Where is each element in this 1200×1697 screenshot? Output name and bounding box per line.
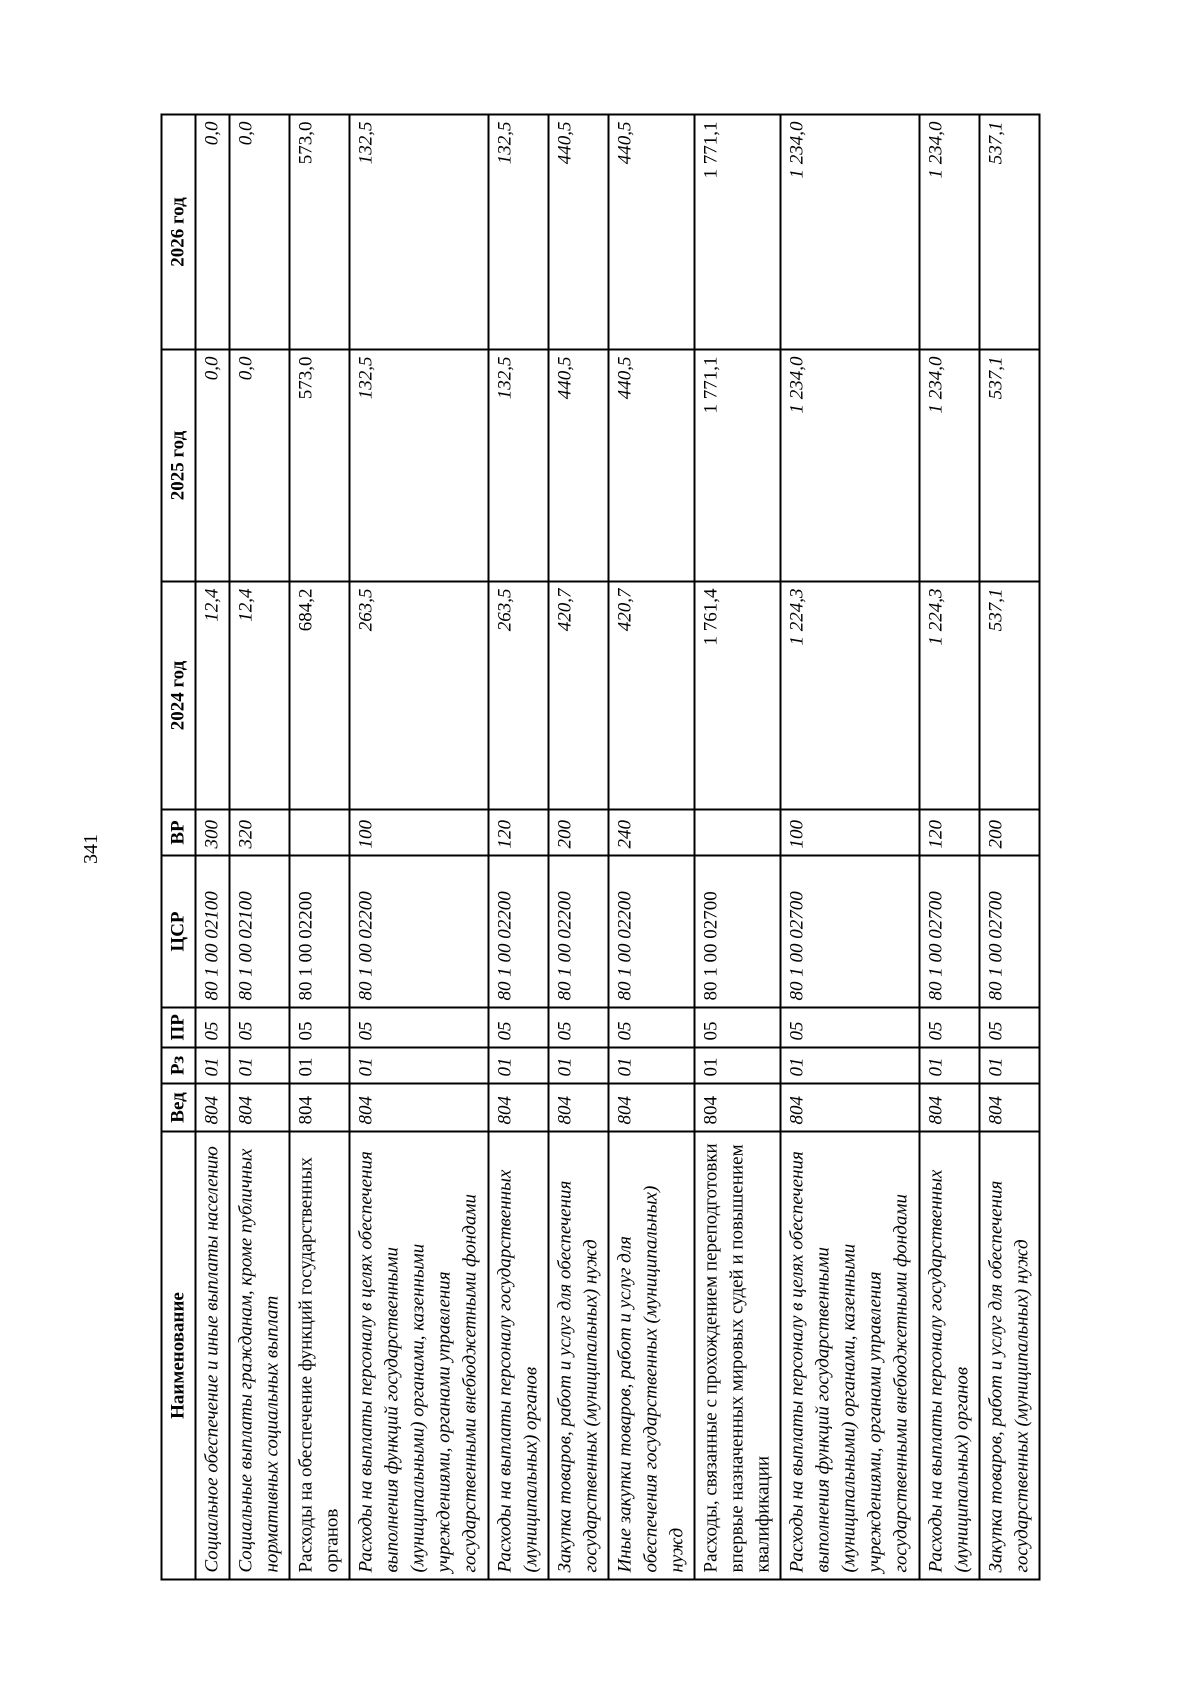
cell-ved: 804 bbox=[349, 1084, 487, 1132]
cell-rz: 01 bbox=[229, 1048, 289, 1084]
cell-vr: 200 bbox=[979, 810, 1039, 856]
cell-csr: 80 1 00 02700 bbox=[919, 856, 979, 1008]
cell-csr: 80 1 00 02200 bbox=[548, 856, 608, 1008]
header-csr: ЦСР bbox=[161, 856, 195, 1008]
cell-2026: 132,5 bbox=[349, 115, 487, 350]
cell-2024: 12,4 bbox=[195, 582, 229, 810]
cell-2026: 0,0 bbox=[229, 115, 289, 350]
header-2025: 2025 год bbox=[161, 350, 195, 582]
cell-name: Иные закупки товаров, работ и услуг для обеспечения государственных (муниципальных) нужд bbox=[608, 1132, 694, 1580]
table-row bbox=[694, 115, 780, 1580]
cell-2026: 573,0 bbox=[289, 115, 349, 350]
cell-csr: 80 1 00 02700 bbox=[780, 856, 918, 1008]
cell-2024: 1 761,4 bbox=[694, 582, 780, 810]
table-row bbox=[488, 115, 548, 1580]
cell-2025: 1 234,0 bbox=[780, 350, 918, 582]
table-row bbox=[548, 115, 608, 1580]
cell-name: Расходы на выплаты персоналу в целях обеспечения выполнения функций государственными (муниципальными) органами, казенными учреждениями, органами управления государственными внебюджетными фондами bbox=[780, 1132, 918, 1580]
cell-ved: 804 bbox=[195, 1084, 229, 1132]
cell-2025: 1 234,0 bbox=[919, 350, 979, 582]
cell-vr: 120 bbox=[488, 810, 548, 856]
cell-name: Расходы на обеспечение функций государственных органов bbox=[289, 1132, 349, 1580]
cell-ved: 804 bbox=[488, 1084, 548, 1132]
cell-name: Расходы на выплаты персоналу государственных (муниципальных) органов bbox=[488, 1132, 548, 1580]
cell-rz: 01 bbox=[195, 1048, 229, 1084]
cell-ved: 804 bbox=[979, 1084, 1039, 1132]
cell-csr: 80 1 00 02100 bbox=[195, 856, 229, 1008]
cell-pr: 05 bbox=[229, 1008, 289, 1048]
cell-2024: 537,1 bbox=[979, 582, 1039, 810]
cell-rz: 01 bbox=[488, 1048, 548, 1084]
page-number: 341 bbox=[80, 834, 102, 864]
cell-2025: 132,5 bbox=[488, 350, 548, 582]
budget-table-rotated bbox=[160, 116, 1040, 1581]
table-row bbox=[979, 115, 1039, 1580]
cell-csr: 80 1 00 02700 bbox=[979, 856, 1039, 1008]
cell-vr: 200 bbox=[548, 810, 608, 856]
table-row bbox=[780, 115, 918, 1580]
cell-csr: 80 1 00 02200 bbox=[349, 856, 487, 1008]
table-row bbox=[289, 115, 349, 1580]
cell-2024: 12,4 bbox=[229, 582, 289, 810]
cell-name: Расходы на выплаты персоналу государственных (муниципальных) органов bbox=[919, 1132, 979, 1580]
cell-name: Расходы, связанные с прохождением переподготовки впервые назначенных мировых судей и повышением квалификации bbox=[694, 1132, 780, 1580]
cell-rz: 01 bbox=[919, 1048, 979, 1084]
cell-rz: 01 bbox=[548, 1048, 608, 1084]
table-header-row bbox=[161, 115, 195, 1580]
cell-pr: 05 bbox=[289, 1008, 349, 1048]
cell-2026: 1 234,0 bbox=[919, 115, 979, 350]
cell-pr: 05 bbox=[979, 1008, 1039, 1048]
cell-pr: 05 bbox=[694, 1008, 780, 1048]
cell-2026: 1 234,0 bbox=[780, 115, 918, 350]
cell-vr: 320 bbox=[229, 810, 289, 856]
table-row bbox=[195, 115, 229, 1580]
cell-ved: 804 bbox=[289, 1084, 349, 1132]
cell-name: Расходы на выплаты персоналу в целях обеспечения выполнения функций государственными (муниципальными) органами, казенными учреждениями, органами управления государственными внебюджетными фондами bbox=[349, 1132, 487, 1580]
cell-2024: 263,5 bbox=[488, 582, 548, 810]
budget-table bbox=[160, 114, 1040, 1581]
header-rz: Рз bbox=[161, 1048, 195, 1084]
table-row bbox=[608, 115, 694, 1580]
cell-pr: 05 bbox=[349, 1008, 487, 1048]
cell-2025: 0,0 bbox=[229, 350, 289, 582]
cell-2026: 537,1 bbox=[979, 115, 1039, 350]
cell-pr: 05 bbox=[488, 1008, 548, 1048]
header-ved: Вед bbox=[161, 1084, 195, 1132]
cell-2025: 1 771,1 bbox=[694, 350, 780, 582]
table-row bbox=[229, 115, 289, 1580]
cell-2025: 440,5 bbox=[608, 350, 694, 582]
cell-vr: 100 bbox=[780, 810, 918, 856]
cell-2026: 1 771,1 bbox=[694, 115, 780, 350]
cell-rz: 01 bbox=[780, 1048, 918, 1084]
cell-pr: 05 bbox=[780, 1008, 918, 1048]
cell-name: Закупка товаров, работ и услуг для обеспечения государственных (муниципальных) нужд bbox=[979, 1132, 1039, 1580]
cell-ved: 804 bbox=[694, 1084, 780, 1132]
cell-2026: 440,5 bbox=[548, 115, 608, 350]
cell-vr: 100 bbox=[349, 810, 487, 856]
table-body bbox=[195, 115, 1039, 1580]
cell-csr: 80 1 00 02200 bbox=[488, 856, 548, 1008]
cell-csr: 80 1 00 02200 bbox=[608, 856, 694, 1008]
cell-2025: 573,0 bbox=[289, 350, 349, 582]
cell-2026: 132,5 bbox=[488, 115, 548, 350]
cell-2024: 420,7 bbox=[608, 582, 694, 810]
cell-2024: 1 224,3 bbox=[919, 582, 979, 810]
cell-ved: 804 bbox=[919, 1084, 979, 1132]
cell-vr bbox=[289, 810, 349, 856]
table-row bbox=[349, 115, 487, 1580]
cell-2026: 440,5 bbox=[608, 115, 694, 350]
cell-ved: 804 bbox=[608, 1084, 694, 1132]
header-name: Наименование bbox=[161, 1132, 195, 1580]
cell-2024: 420,7 bbox=[548, 582, 608, 810]
header-2026: 2026 год bbox=[161, 115, 195, 350]
cell-2025: 0,0 bbox=[195, 350, 229, 582]
cell-name: Социальное обеспечение и иные выплаты населению bbox=[195, 1132, 229, 1580]
cell-rz: 01 bbox=[694, 1048, 780, 1084]
header-2024: 2024 год bbox=[161, 582, 195, 810]
cell-2024: 263,5 bbox=[349, 582, 487, 810]
cell-pr: 05 bbox=[195, 1008, 229, 1048]
cell-rz: 01 bbox=[289, 1048, 349, 1084]
cell-ved: 804 bbox=[548, 1084, 608, 1132]
cell-csr: 80 1 00 02200 bbox=[289, 856, 349, 1008]
cell-csr: 80 1 00 02700 bbox=[694, 856, 780, 1008]
cell-vr bbox=[694, 810, 780, 856]
table-row bbox=[919, 115, 979, 1580]
cell-name: Социальные выплаты гражданам, кроме публичных нормативных социальных выплат bbox=[229, 1132, 289, 1580]
cell-2025: 440,5 bbox=[548, 350, 608, 582]
cell-pr: 05 bbox=[548, 1008, 608, 1048]
cell-rz: 01 bbox=[349, 1048, 487, 1084]
cell-pr: 05 bbox=[608, 1008, 694, 1048]
header-pr: ПР bbox=[161, 1008, 195, 1048]
cell-rz: 01 bbox=[608, 1048, 694, 1084]
cell-pr: 05 bbox=[919, 1008, 979, 1048]
cell-2026: 0,0 bbox=[195, 115, 229, 350]
cell-2024: 1 224,3 bbox=[780, 582, 918, 810]
cell-csr: 80 1 00 02100 bbox=[229, 856, 289, 1008]
cell-vr: 240 bbox=[608, 810, 694, 856]
cell-rz: 01 bbox=[979, 1048, 1039, 1084]
cell-ved: 804 bbox=[780, 1084, 918, 1132]
cell-2024: 684,2 bbox=[289, 582, 349, 810]
cell-ved: 804 bbox=[229, 1084, 289, 1132]
cell-vr: 120 bbox=[919, 810, 979, 856]
cell-2025: 132,5 bbox=[349, 350, 487, 582]
cell-2025: 537,1 bbox=[979, 350, 1039, 582]
cell-name: Закупка товаров, работ и услуг для обеспечения государственных (муниципальных) нужд bbox=[548, 1132, 608, 1580]
cell-vr: 300 bbox=[195, 810, 229, 856]
header-vr: ВР bbox=[161, 810, 195, 856]
